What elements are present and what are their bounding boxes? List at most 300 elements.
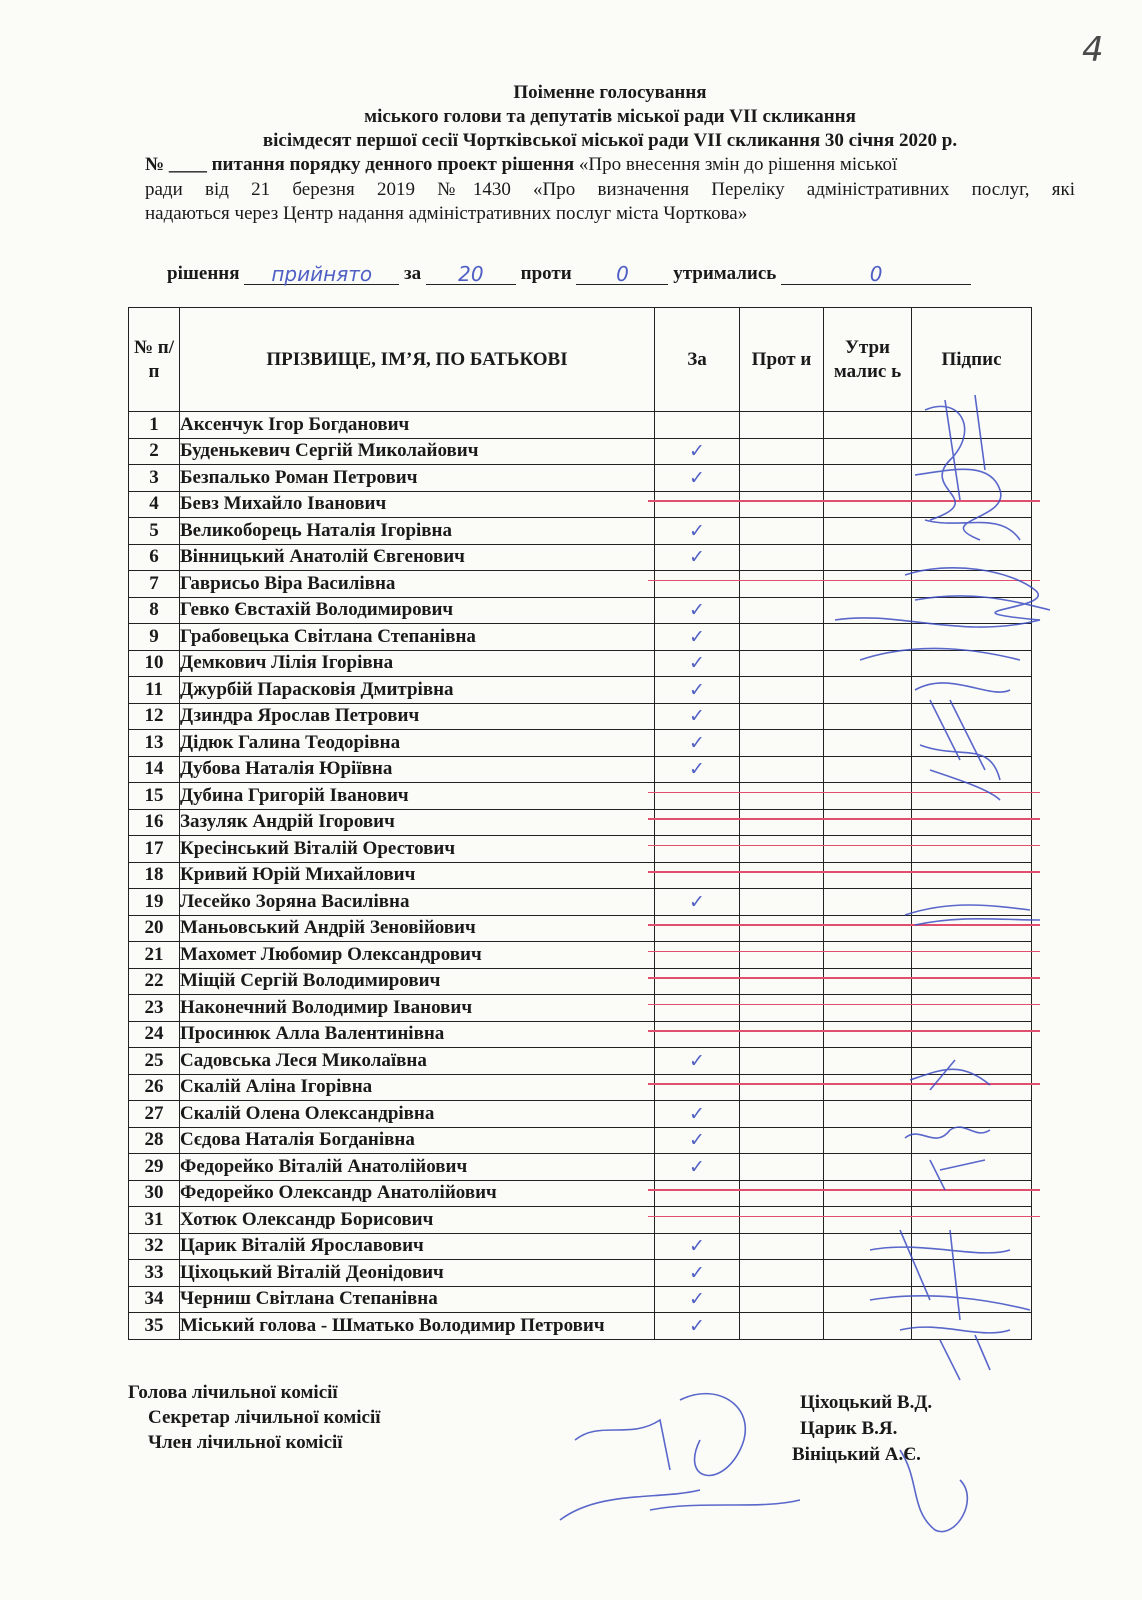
- signature-cell: [912, 491, 1032, 518]
- agenda-prefix: № ____ питання порядку денного проект рішення: [145, 154, 575, 175]
- vote-against-cell: [740, 1286, 824, 1313]
- row-number: 13: [129, 730, 180, 757]
- for-count: 20: [426, 262, 516, 285]
- vote-against-cell: [740, 756, 824, 783]
- signature-cell: [912, 544, 1032, 571]
- table-header-row: [129, 308, 1032, 412]
- deputy-name: Гаврисьо Віра Василівна: [180, 571, 655, 598]
- vote-abstain-cell: [824, 1286, 912, 1313]
- vote-abstain-cell: [824, 412, 912, 439]
- deputy-name: Бевз Михайло Іванович: [180, 491, 655, 518]
- check-mark-icon: ✓: [689, 652, 705, 675]
- vote-against-cell: [740, 1101, 824, 1128]
- row-number: 7: [129, 571, 180, 598]
- row-number: 15: [129, 783, 180, 810]
- deputy-name: Царик Віталій Ярославович: [180, 1233, 655, 1260]
- vote-for-cell: [655, 1313, 740, 1340]
- table-row: [129, 597, 1032, 624]
- row-number: 8: [129, 597, 180, 624]
- row-number: 31: [129, 1207, 180, 1234]
- vote-abstain-cell: [824, 809, 912, 836]
- deputy-name: Федорейко Олександр Анатолійович: [180, 1180, 655, 1207]
- table-row: [129, 995, 1032, 1022]
- vote-against-cell: [740, 491, 824, 518]
- row-number: 5: [129, 518, 180, 545]
- vote-abstain-cell: [824, 730, 912, 757]
- check-mark-icon: ✓: [689, 1102, 705, 1125]
- vote-for-cell: [655, 1180, 740, 1207]
- deputy-name: Вінницький Анатолій Євгенович: [180, 544, 655, 571]
- signature-cell: [912, 1180, 1032, 1207]
- check-mark-icon: ✓: [689, 758, 705, 781]
- signature-cell: [912, 597, 1032, 624]
- check-mark-icon: ✓: [689, 519, 705, 542]
- vote-against-cell: [740, 650, 824, 677]
- vote-against-cell: [740, 703, 824, 730]
- vote-against-cell: [740, 1074, 824, 1101]
- vote-for-cell: [655, 677, 740, 704]
- vote-for-cell: [655, 730, 740, 757]
- deputy-name: Дубина Григорій Іванович: [180, 783, 655, 810]
- vote-for-cell: [655, 491, 740, 518]
- row-number: 35: [129, 1313, 180, 1340]
- agenda-line: [145, 154, 1075, 176]
- commission-names: [792, 1390, 933, 1468]
- signature-cell: [912, 783, 1032, 810]
- table-row: [129, 862, 1032, 889]
- table-row: [129, 730, 1032, 757]
- deputy-name: Гевко Євстахій Володимирович: [180, 597, 655, 624]
- signature-cell: [912, 1101, 1032, 1128]
- absence-strike-line: [648, 845, 1040, 847]
- check-mark-icon: ✓: [689, 1049, 705, 1072]
- signature-cell: [912, 915, 1032, 942]
- vote-for-cell: [655, 1074, 740, 1101]
- row-number: 21: [129, 942, 180, 969]
- header-for: За: [655, 308, 740, 412]
- table-row: [129, 1180, 1032, 1207]
- row-number: 27: [129, 1101, 180, 1128]
- vote-for-cell: [655, 1101, 740, 1128]
- check-mark-icon: ✓: [689, 599, 705, 622]
- vote-abstain-cell: [824, 465, 912, 492]
- signature-cell: [912, 1074, 1032, 1101]
- header-name: ПРІЗВИЩЕ, ІМ’Я, ПО БАТЬКОВІ: [180, 308, 655, 412]
- deputy-name: Лесейко Зоряна Василівна: [180, 889, 655, 916]
- vote-for-cell: [655, 889, 740, 916]
- vote-abstain-cell: [824, 1048, 912, 1075]
- vote-abstain-cell: [824, 1074, 912, 1101]
- vote-against-cell: [740, 571, 824, 598]
- commission-labels: [128, 1380, 381, 1455]
- table-row: [129, 1313, 1032, 1340]
- vote-against-cell: [740, 518, 824, 545]
- vote-abstain-cell: [824, 703, 912, 730]
- vote-for-cell: [655, 995, 740, 1022]
- vote-for-cell: [655, 703, 740, 730]
- header-abstain: Утри малис ь: [824, 308, 912, 412]
- decision-summary: [167, 262, 971, 285]
- vote-abstain-cell: [824, 650, 912, 677]
- deputy-name: Грабовецька Світлана Степанівна: [180, 624, 655, 651]
- header-against: Прот и: [740, 308, 824, 412]
- vote-abstain-cell: [824, 491, 912, 518]
- vote-for-cell: [655, 1207, 740, 1234]
- signature-cell: [912, 889, 1032, 916]
- doc-title: Поіменне голосування: [513, 82, 707, 103]
- signature-cell: [912, 571, 1032, 598]
- vote-abstain-cell: [824, 1154, 912, 1181]
- check-mark-icon: ✓: [689, 731, 705, 754]
- vote-abstain-cell: [824, 862, 912, 889]
- signature-cell: [912, 1233, 1032, 1260]
- deputy-name: Джурбій Парасковія Дмитрівна: [180, 677, 655, 704]
- vote-against-cell: [740, 942, 824, 969]
- check-mark-icon: ✓: [689, 890, 705, 913]
- signature-cell: [912, 1048, 1032, 1075]
- deputy-name: Скалій Олена Олександрівна: [180, 1101, 655, 1128]
- header-signature: Підпис: [912, 308, 1032, 412]
- table-row: [129, 438, 1032, 465]
- deputy-name: Зазуляк Андрій Ігорович: [180, 809, 655, 836]
- absence-strike-line: [648, 1216, 1040, 1218]
- row-number: 28: [129, 1127, 180, 1154]
- table-row: [129, 942, 1032, 969]
- signature-cell: [912, 438, 1032, 465]
- row-number: 19: [129, 889, 180, 916]
- row-number: 14: [129, 756, 180, 783]
- table-row: [129, 677, 1032, 704]
- vote-abstain-cell: [824, 756, 912, 783]
- deputy-name: Черниш Світлана Степанівна: [180, 1286, 655, 1313]
- deputy-name: Дубова Наталія Юріївна: [180, 756, 655, 783]
- vote-against-cell: [740, 465, 824, 492]
- chair-name: Ціхоцький В.Д.: [800, 1392, 933, 1413]
- vote-abstain-cell: [824, 597, 912, 624]
- member-label: Член лічильної комісії: [148, 1432, 343, 1453]
- vote-abstain-cell: [824, 624, 912, 651]
- table-row: [129, 412, 1032, 439]
- row-number: 17: [129, 836, 180, 863]
- vote-against-cell: [740, 968, 824, 995]
- table-row: [129, 465, 1032, 492]
- vote-for-cell: [655, 836, 740, 863]
- vote-abstain-cell: [824, 1260, 912, 1287]
- vote-abstain-cell: [824, 1180, 912, 1207]
- vote-against-cell: [740, 597, 824, 624]
- deputy-name: Маньовський Андрій Зеновійович: [180, 915, 655, 942]
- vote-against-cell: [740, 1021, 824, 1048]
- table-row: [129, 836, 1032, 863]
- deputy-name: Дідюк Галина Теодорівна: [180, 730, 655, 757]
- deputy-name: Наконечний Володимир Іванович: [180, 995, 655, 1022]
- member-name: Вініцький А.Є.: [792, 1444, 921, 1465]
- vote-abstain-cell: [824, 995, 912, 1022]
- decision-label: рішення: [167, 263, 240, 284]
- doc-subtitle: міського голови та депутатів міської ради VII скликання: [364, 106, 856, 127]
- vote-abstain-cell: [824, 1313, 912, 1340]
- row-number: 32: [129, 1233, 180, 1260]
- check-mark-icon: ✓: [689, 1155, 705, 1178]
- table-row: [129, 1101, 1032, 1128]
- vote-for-cell: [655, 624, 740, 651]
- vote-for-cell: [655, 438, 740, 465]
- secretary-label: Секретар лічильної комісії: [148, 1407, 381, 1428]
- table-row: [129, 809, 1032, 836]
- vote-against-cell: [740, 809, 824, 836]
- vote-for-cell: [655, 465, 740, 492]
- vote-against-cell: [740, 677, 824, 704]
- vote-against-cell: [740, 1260, 824, 1287]
- agenda-topic-start: «Про внесення змін до рішення міської: [578, 154, 898, 175]
- table-row: [129, 1048, 1032, 1075]
- check-mark-icon: ✓: [689, 705, 705, 728]
- deputy-name: Великоборець Наталія Ігорівна: [180, 518, 655, 545]
- table-row: [129, 915, 1032, 942]
- row-number: 12: [129, 703, 180, 730]
- check-mark-icon: ✓: [689, 466, 705, 489]
- vote-against-cell: [740, 1180, 824, 1207]
- table-row: [129, 1207, 1032, 1234]
- deputy-name: Міський голова - Шматько Володимир Петрович: [180, 1313, 655, 1340]
- against-label: проти: [520, 263, 572, 284]
- row-number: 3: [129, 465, 180, 492]
- deputy-name: Кресінський Віталій Орестович: [180, 836, 655, 863]
- deputy-name: Сєдова Наталія Богданівна: [180, 1127, 655, 1154]
- signature-cell: [912, 942, 1032, 969]
- row-number: 34: [129, 1286, 180, 1313]
- check-mark-icon: ✓: [689, 678, 705, 701]
- signature-cell: [912, 1260, 1032, 1287]
- vote-against-cell: [740, 1313, 824, 1340]
- row-number: 18: [129, 862, 180, 889]
- row-number: 10: [129, 650, 180, 677]
- signature-cell: [912, 862, 1032, 889]
- vote-against-cell: [740, 1154, 824, 1181]
- vote-abstain-cell: [824, 544, 912, 571]
- vote-against-cell: [740, 862, 824, 889]
- secretary-name: Царик В.Я.: [800, 1418, 898, 1439]
- table-row: [129, 1074, 1032, 1101]
- table-row: [129, 1260, 1032, 1287]
- vote-abstain-cell: [824, 836, 912, 863]
- vote-abstain-cell: [824, 677, 912, 704]
- table-row: [129, 491, 1032, 518]
- vote-against-cell: [740, 412, 824, 439]
- check-mark-icon: ✓: [689, 1129, 705, 1152]
- table-row: [129, 544, 1032, 571]
- agenda-topic-line3: надаються через Центр надання адміністративних послуг міста Чорткова»: [145, 203, 748, 224]
- vote-for-cell: [655, 915, 740, 942]
- table-row: [129, 783, 1032, 810]
- signature-cell: [912, 1021, 1032, 1048]
- vote-against-cell: [740, 438, 824, 465]
- table-row: [129, 650, 1032, 677]
- vote-table: [128, 307, 1032, 1340]
- vote-against-cell: [740, 1127, 824, 1154]
- vote-abstain-cell: [824, 968, 912, 995]
- table-row: [129, 1286, 1032, 1313]
- table-row: [129, 756, 1032, 783]
- absence-strike-line: [648, 500, 1040, 502]
- signature-cell: [912, 465, 1032, 492]
- row-number: 4: [129, 491, 180, 518]
- check-mark-icon: ✓: [689, 546, 705, 569]
- vote-abstain-cell: [824, 889, 912, 916]
- vote-against-cell: [740, 889, 824, 916]
- session-line: вісімдесят першої сесії Чортківської міської ради VII скликання 30 січня 2020 р.: [262, 130, 958, 151]
- vote-for-cell: [655, 862, 740, 889]
- abstain-count: 0: [781, 262, 971, 285]
- signature-cell: [912, 518, 1032, 545]
- table-row: [129, 624, 1032, 651]
- row-number: 30: [129, 1180, 180, 1207]
- check-mark-icon: ✓: [689, 1314, 705, 1337]
- absence-strike-line: [648, 818, 1040, 820]
- row-number: 16: [129, 809, 180, 836]
- deputy-name: Міщій Сергій Володимирович: [180, 968, 655, 995]
- vote-against-cell: [740, 1048, 824, 1075]
- vote-abstain-cell: [824, 571, 912, 598]
- row-number: 24: [129, 1021, 180, 1048]
- deputy-name: Аксенчук Ігор Богданович: [180, 412, 655, 439]
- vote-against-cell: [740, 915, 824, 942]
- signature-cell: [912, 1127, 1032, 1154]
- page-number: 4: [1082, 30, 1104, 70]
- vote-abstain-cell: [824, 783, 912, 810]
- vote-abstain-cell: [824, 518, 912, 545]
- signature-cell: [912, 836, 1032, 863]
- signature-cell: [912, 703, 1032, 730]
- vote-abstain-cell: [824, 1101, 912, 1128]
- vote-for-cell: [655, 809, 740, 836]
- check-mark-icon: ✓: [689, 440, 705, 463]
- signature-cell: [912, 1286, 1032, 1313]
- against-count: 0: [576, 262, 668, 285]
- vote-for-cell: [655, 518, 740, 545]
- vote-abstain-cell: [824, 1127, 912, 1154]
- row-number: 23: [129, 995, 180, 1022]
- vote-for-cell: [655, 544, 740, 571]
- table-row: [129, 1154, 1032, 1181]
- vote-for-cell: [655, 597, 740, 624]
- absence-strike-line: [648, 580, 1040, 582]
- vote-against-cell: [740, 730, 824, 757]
- deputy-name: Скалій Аліна Ігорівна: [180, 1074, 655, 1101]
- signature-cell: [912, 677, 1032, 704]
- deputy-name: Хотюк Олександр Борисович: [180, 1207, 655, 1234]
- signature-cell: [912, 995, 1032, 1022]
- row-number: 29: [129, 1154, 180, 1181]
- absence-strike-line: [648, 924, 1040, 926]
- agenda-topic-line2: ради від 21 березня 2019 №1430 «Про визначення Переліку адміністративних послуг, які: [145, 179, 1075, 200]
- vote-abstain-cell: [824, 1207, 912, 1234]
- absence-strike-line: [648, 1030, 1040, 1032]
- vote-abstain-cell: [824, 915, 912, 942]
- row-number: 25: [129, 1048, 180, 1075]
- deputy-name: Буденькевич Сергій Миколайович: [180, 438, 655, 465]
- vote-for-cell: [655, 571, 740, 598]
- signature-cell: [912, 412, 1032, 439]
- table-row: [129, 1021, 1032, 1048]
- decision-value: прийнято: [244, 262, 399, 285]
- vote-for-cell: [655, 968, 740, 995]
- chair-label: Голова лічильної комісії: [128, 1382, 338, 1403]
- table-row: [129, 1127, 1032, 1154]
- absence-strike-line: [648, 1083, 1040, 1085]
- check-mark-icon: ✓: [689, 1261, 705, 1284]
- row-number: 9: [129, 624, 180, 651]
- vote-for-cell: [655, 1048, 740, 1075]
- vote-abstain-cell: [824, 1021, 912, 1048]
- absence-strike-line: [648, 792, 1040, 794]
- signature-cell: [912, 968, 1032, 995]
- abstain-label: утримались: [673, 263, 777, 284]
- vote-for-cell: [655, 783, 740, 810]
- deputy-name: Ціхоцький Віталій Деонідович: [180, 1260, 655, 1287]
- vote-against-cell: [740, 836, 824, 863]
- table-row: [129, 968, 1032, 995]
- signature-cell: [912, 624, 1032, 651]
- signature-cell: [912, 1313, 1032, 1340]
- absence-strike-line: [648, 951, 1040, 953]
- deputy-name: Просинюк Алла Валентинівна: [180, 1021, 655, 1048]
- deputy-name: Дзиндра Ярослав Петрович: [180, 703, 655, 730]
- vote-for-cell: [655, 1127, 740, 1154]
- signature-cell: [912, 650, 1032, 677]
- vote-for-cell: [655, 650, 740, 677]
- signature-cell: [912, 730, 1032, 757]
- absence-strike-line: [648, 1189, 1040, 1191]
- row-number: 2: [129, 438, 180, 465]
- row-number: 6: [129, 544, 180, 571]
- absence-strike-line: [648, 977, 1040, 979]
- header-num: № п/п: [129, 308, 180, 412]
- vote-for-cell: [655, 1233, 740, 1260]
- vote-against-cell: [740, 995, 824, 1022]
- vote-for-cell: [655, 412, 740, 439]
- row-number: 22: [129, 968, 180, 995]
- row-number: 33: [129, 1260, 180, 1287]
- table-row: [129, 889, 1032, 916]
- vote-against-cell: [740, 624, 824, 651]
- check-mark-icon: ✓: [689, 1235, 705, 1258]
- vote-for-cell: [655, 942, 740, 969]
- table-row: [129, 518, 1032, 545]
- signature-cell: [912, 1207, 1032, 1234]
- vote-for-cell: [655, 1154, 740, 1181]
- vote-abstain-cell: [824, 942, 912, 969]
- vote-for-cell: [655, 756, 740, 783]
- table-row: [129, 1233, 1032, 1260]
- vote-against-cell: [740, 783, 824, 810]
- deputy-name: Демкович Лілія Ігорівна: [180, 650, 655, 677]
- check-mark-icon: ✓: [689, 1288, 705, 1311]
- deputy-name: Махомет Любомир Олександрович: [180, 942, 655, 969]
- row-number: 20: [129, 915, 180, 942]
- check-mark-icon: ✓: [689, 625, 705, 648]
- vote-abstain-cell: [824, 1233, 912, 1260]
- vote-for-cell: [655, 1260, 740, 1287]
- for-label: за: [404, 263, 422, 284]
- row-number: 11: [129, 677, 180, 704]
- signature-cell: [912, 809, 1032, 836]
- vote-abstain-cell: [824, 438, 912, 465]
- signature-cell: [912, 1154, 1032, 1181]
- vote-for-cell: [655, 1286, 740, 1313]
- absence-strike-line: [648, 871, 1040, 873]
- row-number: 1: [129, 412, 180, 439]
